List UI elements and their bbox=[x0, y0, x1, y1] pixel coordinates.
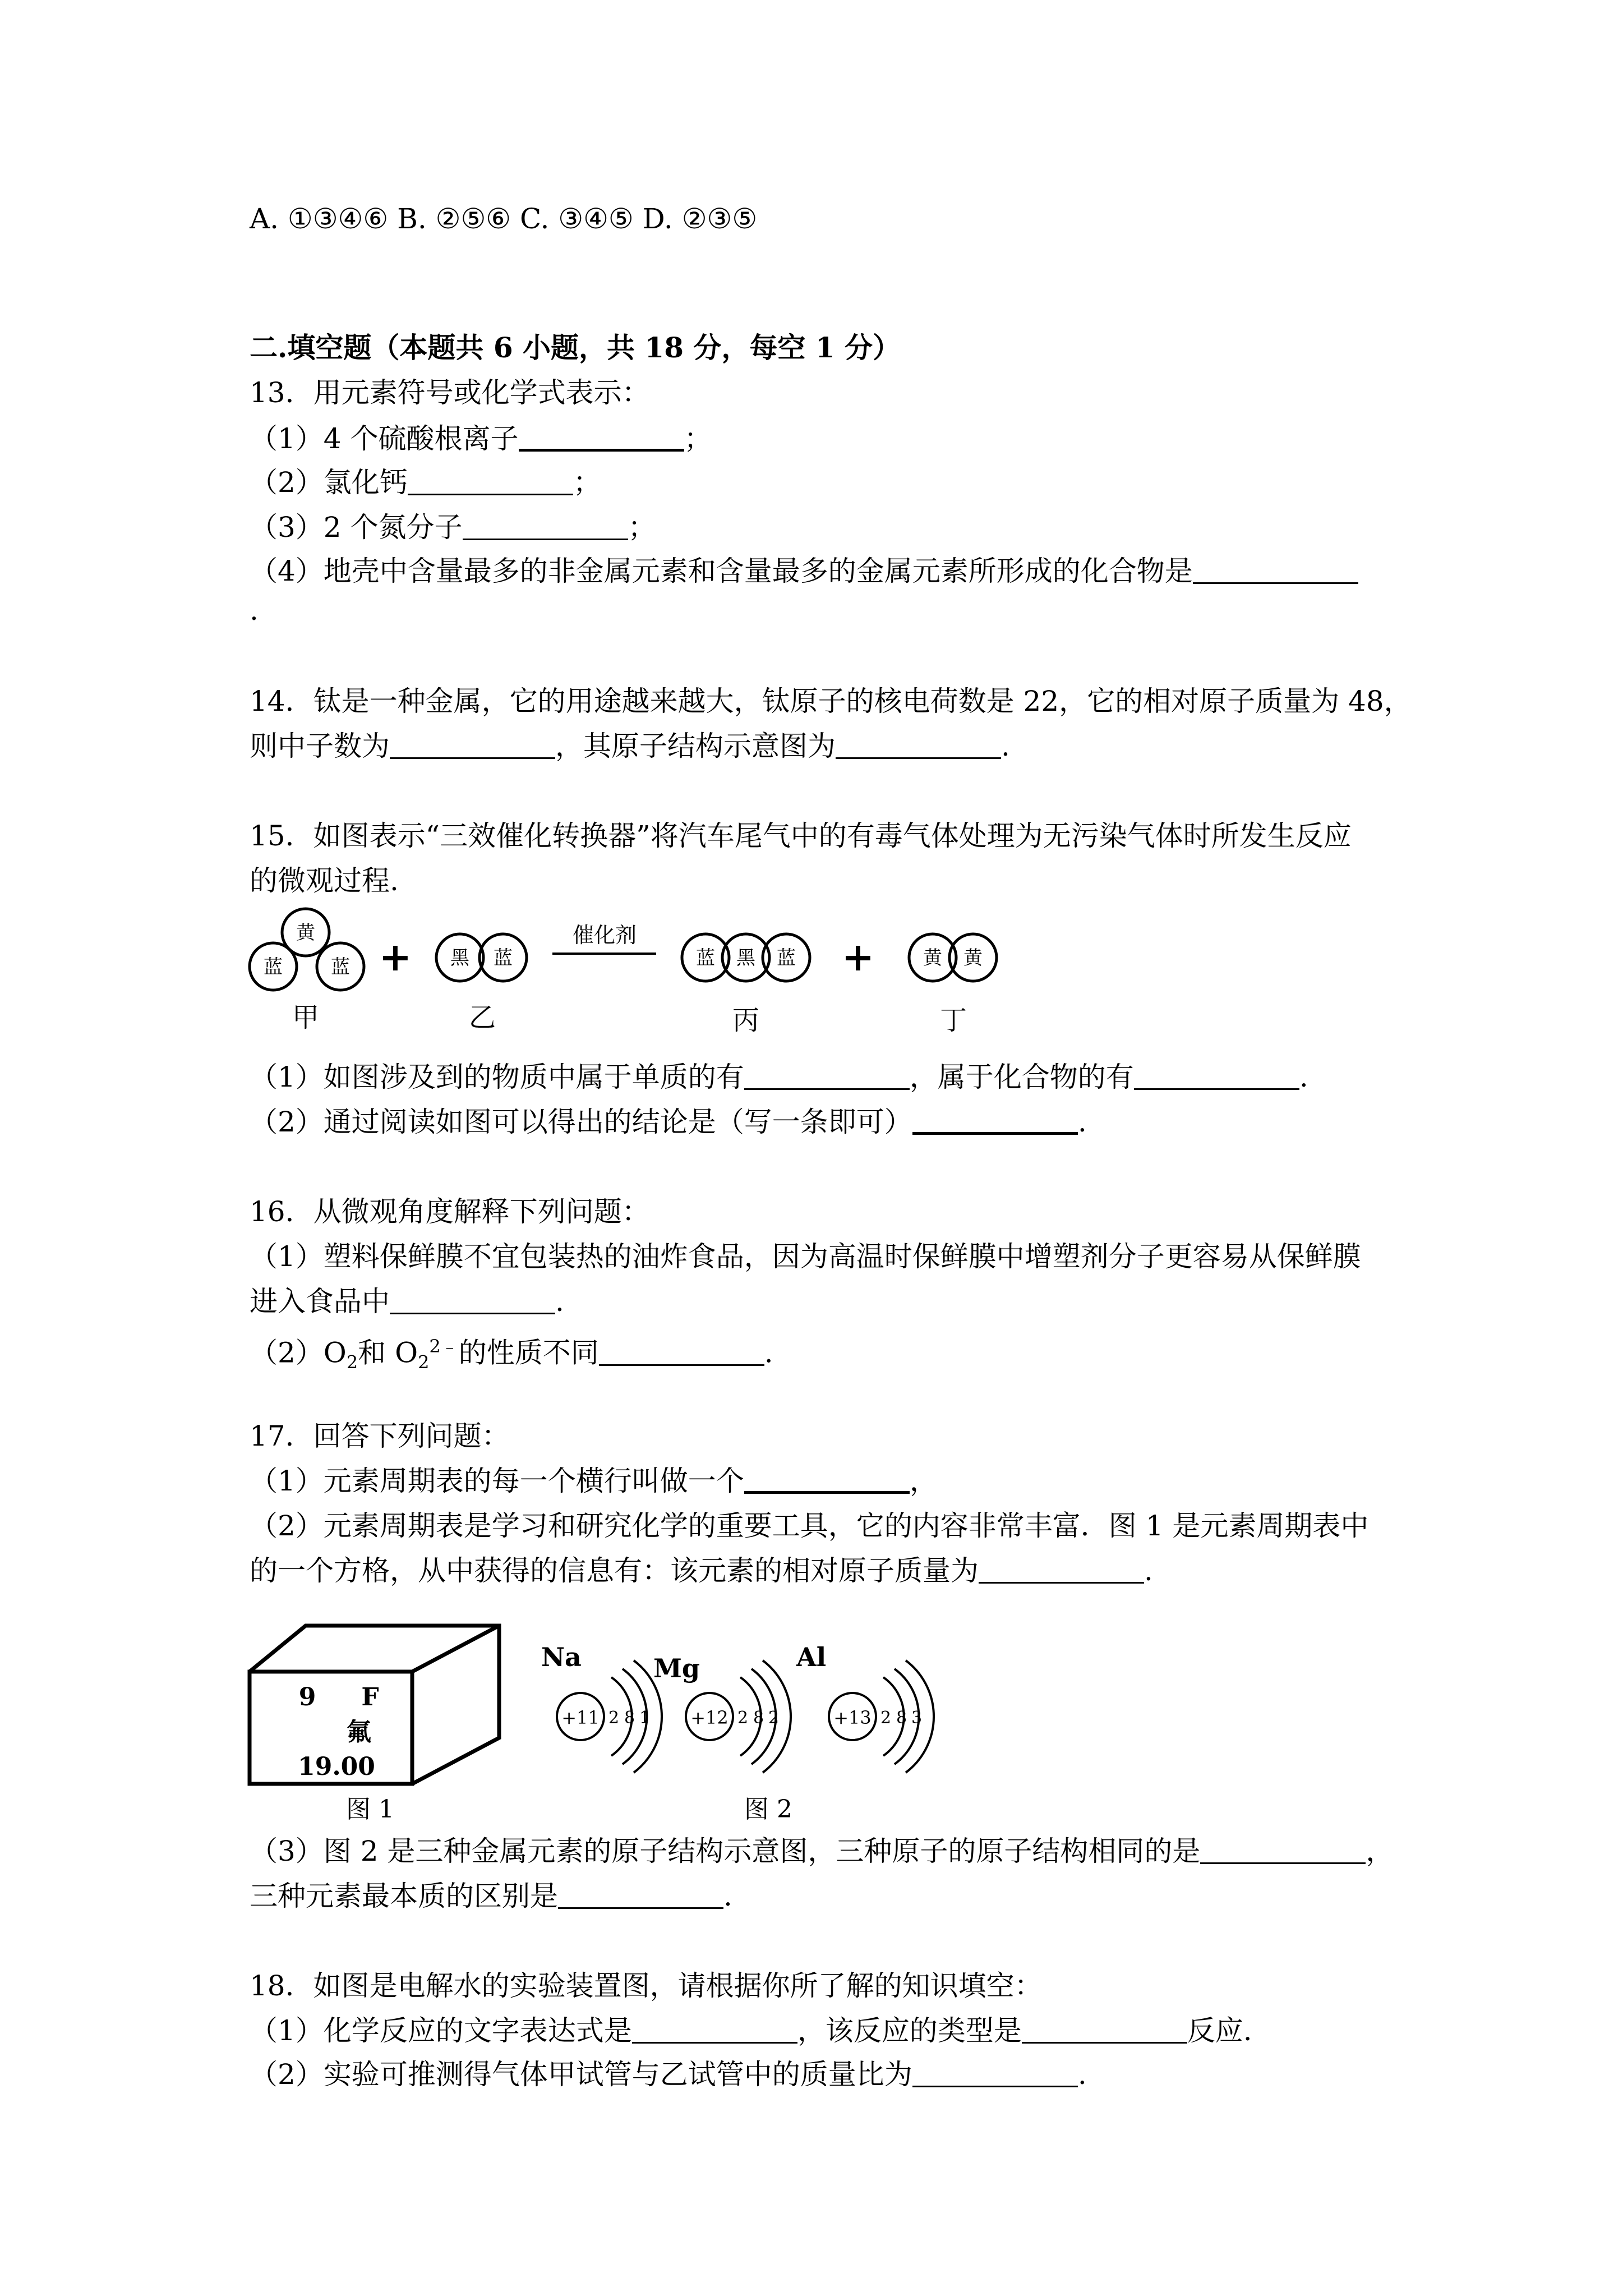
catalyst-label: 催化剂 bbox=[572, 923, 637, 947]
atom-mg bbox=[686, 1660, 791, 1773]
svg-text:+11: +11 bbox=[561, 1707, 600, 1728]
answer-blank[interactable] bbox=[519, 424, 684, 452]
figure2-caption: 图 2 bbox=[744, 1795, 792, 1824]
answer-blank[interactable] bbox=[390, 1288, 555, 1314]
answer-blank[interactable] bbox=[912, 2061, 1078, 2087]
element-symbol: F bbox=[361, 1683, 379, 1711]
answer-blank[interactable] bbox=[558, 1883, 723, 1909]
answer-blank[interactable] bbox=[599, 1340, 764, 1366]
q16-part2: $(2)O_2$和 $O_2^{2﹣}$的性质不同 . bbox=[250, 1336, 773, 1373]
answer-blank[interactable] bbox=[1134, 1064, 1299, 1090]
svg-text:1: 1 bbox=[639, 1708, 651, 1728]
svg-text:8: 8 bbox=[896, 1708, 907, 1728]
q15-part1: （1）如图涉及到的物质中属于单质的有 ，属于化合物的有 . bbox=[250, 1061, 1308, 1093]
q13-stem: 13．用元素符号或化学式表示： bbox=[250, 376, 650, 409]
atom-label: 蓝 bbox=[264, 956, 283, 978]
q15-line1: 15．如图表示“三效催化转换器”将汽车尾气中的有毒气体处理为无污染气体时所发生反应 bbox=[250, 820, 1352, 852]
answer-blank[interactable] bbox=[836, 733, 1001, 759]
svg-text:2: 2 bbox=[880, 1708, 892, 1728]
answer-blank[interactable] bbox=[1193, 558, 1358, 584]
answer-blank[interactable] bbox=[408, 469, 573, 495]
atom-symbol-mg: Mg bbox=[653, 1653, 700, 1683]
q12-options: A. ①③④⑥ B. ②⑤⑥ C. ③④⑤ D. ②③⑤ bbox=[250, 203, 758, 235]
molecule-label: 丙 bbox=[732, 1005, 760, 1036]
answer-blank[interactable] bbox=[1200, 1838, 1366, 1864]
plus-sign: + bbox=[841, 933, 875, 980]
section2-heading: 二.填空题（本题共 6 小题，共 18 分，每空 1 分） bbox=[250, 331, 901, 364]
svg-text:2: 2 bbox=[737, 1708, 749, 1728]
atom-label: 黄 bbox=[296, 922, 315, 944]
figure1-caption: 图 1 bbox=[346, 1795, 394, 1824]
atom-na bbox=[557, 1660, 662, 1773]
atom-al bbox=[829, 1660, 934, 1773]
q13-part1: （1）4 个硫酸根离子 ； bbox=[250, 422, 712, 455]
q17-part3b: 三种元素最本质的区别是 . bbox=[250, 1880, 732, 1912]
element-number: 9 bbox=[298, 1683, 316, 1711]
atom-label: 蓝 bbox=[331, 956, 350, 978]
atom-label: 蓝 bbox=[696, 947, 715, 969]
q13-part3: （3）2 个氮分子 ； bbox=[250, 511, 656, 544]
q17-stem: 17．回答下列问题： bbox=[250, 1420, 510, 1452]
svg-text:2: 2 bbox=[768, 1708, 780, 1728]
q18-stem: 18．如图是电解水的实验装置图，请根据你所了解的知识填空： bbox=[250, 1970, 1043, 2002]
atom-symbol-na: Na bbox=[541, 1642, 582, 1672]
element-name: 氟 bbox=[347, 1718, 371, 1746]
q14-line2: 则中子数为 ，其原子结构示意图为 . bbox=[250, 730, 1010, 762]
element-mass: 19.00 bbox=[298, 1752, 375, 1781]
atom-label: 黑 bbox=[736, 947, 755, 969]
q17-part3a: （3）图 2 是三种金属元素的原子结构示意图，三种原子的原子结构相同的是 ， bbox=[250, 1835, 1394, 1867]
plus-sign: + bbox=[379, 933, 412, 980]
answer-blank[interactable] bbox=[390, 733, 555, 759]
q16-part1b: 进入食品中 . bbox=[250, 1285, 564, 1318]
answer-blank[interactable] bbox=[744, 1466, 910, 1494]
q15-line2: 的微观过程. bbox=[250, 864, 399, 897]
q17-part2b: 的一个方格，从中获得的信息有：该元素的相对原子质量为 . bbox=[250, 1554, 1153, 1587]
svg-text:8: 8 bbox=[753, 1708, 764, 1728]
answer-blank[interactable] bbox=[912, 1107, 1078, 1135]
svg-text:+12: +12 bbox=[690, 1707, 728, 1728]
q17-part2a: （2）元素周期表是学习和研究化学的重要工具，它的内容非常丰富．图 1 是元素周期表中 bbox=[250, 1510, 1369, 1542]
answer-blank[interactable] bbox=[632, 2017, 797, 2044]
q15-part2: （2）通过阅读如图可以得出的结论是（写一条即可） . bbox=[250, 1106, 1087, 1138]
q18-part1: （1）化学反应的文字表达式是 ，该反应的类型是 反应. bbox=[250, 2014, 1252, 2047]
atom-label: 黄 bbox=[923, 947, 942, 969]
element-figures bbox=[0, 1616, 1623, 1829]
atom-label: 黑 bbox=[450, 947, 469, 969]
q13-period: . bbox=[250, 594, 259, 627]
molecule-label: 丁 bbox=[939, 1005, 967, 1036]
atom-symbol-al: Al bbox=[796, 1642, 827, 1672]
answer-blank[interactable] bbox=[979, 1557, 1144, 1584]
q16-part1a: （1）塑料保鲜膜不宜包装热的油炸食品，因为高温时保鲜膜中增塑剂分子更容易从保鲜膜 bbox=[250, 1240, 1361, 1273]
svg-text:8: 8 bbox=[624, 1708, 635, 1728]
answer-blank[interactable] bbox=[1022, 2017, 1187, 2044]
q16-stem: 16．从微观角度解释下列问题： bbox=[250, 1195, 650, 1228]
atom-label: 蓝 bbox=[494, 947, 513, 969]
answer-blank[interactable] bbox=[463, 514, 628, 540]
molecule-label: 甲 bbox=[292, 1002, 320, 1033]
svg-text:2: 2 bbox=[608, 1708, 620, 1728]
molecule-label: 乙 bbox=[468, 1002, 496, 1033]
q18-part2: （2）实验可推测得气体甲试管与乙试管中的质量比为 . bbox=[250, 2058, 1087, 2091]
svg-text:3: 3 bbox=[911, 1708, 923, 1728]
svg-text:+13: +13 bbox=[833, 1707, 872, 1728]
answer-blank[interactable] bbox=[744, 1064, 910, 1090]
q13-part4: （4）地壳中含量最多的非金属元素和含量最多的金属元素所形成的化合物是 bbox=[250, 554, 1358, 588]
reaction-diagram-full bbox=[0, 898, 1623, 1043]
q17-part1: （1）元素周期表的每一个横行叫做一个 ， bbox=[250, 1465, 938, 1497]
atom-label: 蓝 bbox=[777, 947, 796, 969]
q13-part2: （2）氯化钙 ； bbox=[250, 466, 601, 499]
atom-label: 黄 bbox=[963, 947, 983, 969]
q14-line1: 14．钛是一种金属，它的用途越来越大，钛原子的核电荷数是 22，它的相对原子质量为 48， bbox=[250, 685, 1412, 717]
